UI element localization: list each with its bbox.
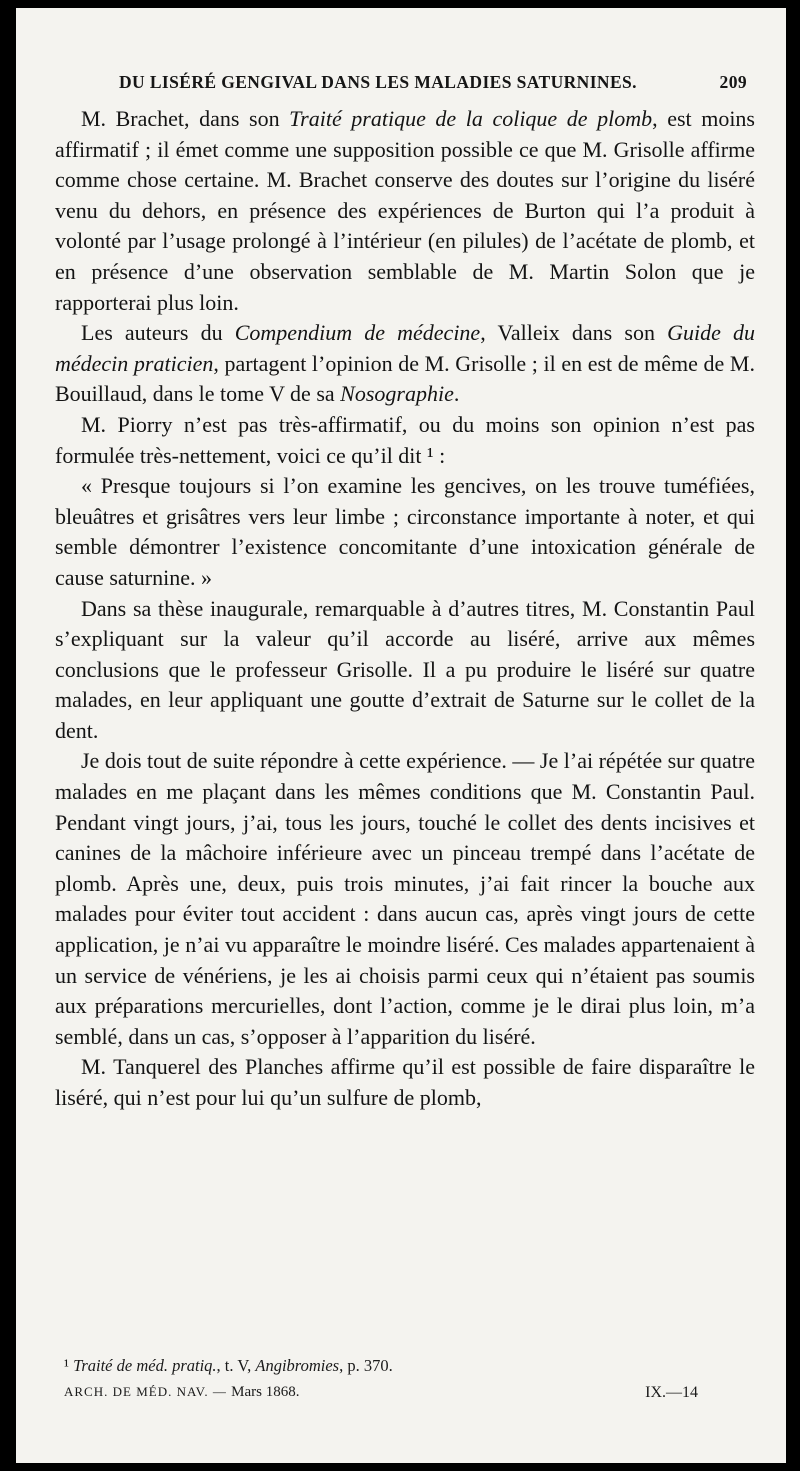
running-header: [119, 72, 747, 93]
paragraph-1: M. Brachet, dans son Traité pratique de la colique de plomb, est moins affirmatif ; il émet comme une supposition possible ce que M. Grisolle affirme comme chose certaine. M. Brachet conserve des doutes sur l’origine du liséré venu du dehors, en présence des expériences de Burton qui l’a produit à volonté par l’usage prolongé à l’intérieur (en pilules) de l’acétate de plomb, et en présence d’une observation semblable de M. Martin Solon que je rapporterai plus loin.: [55, 106, 755, 315]
body-text: [55, 104, 755, 1114]
paragraph-7: M. Tanquerel des Planches affirme qu’il est possible de faire disparaître le liséré, qui n’est pour lui qu’un sulfure de plomb,: [55, 1054, 755, 1110]
book-title: Nosographie: [340, 381, 454, 407]
book-title: Compendium de médecine: [234, 320, 481, 346]
footnote-title: Traité de méd. pratiq.: [73, 1356, 217, 1375]
issue-date: Mars 1868.: [231, 1384, 300, 1400]
signature-line: [64, 1384, 704, 1402]
paragraph-2: Les auteurs du Compendium de médecine, Valleix dans son Guide du médecin praticien, partagent l’opinion de M. Grisolle ; il en est de même de M. Bouillaud, dans le tome V de sa Nosographie.: [55, 320, 756, 407]
footnote: ¹ Traité de méd. pratiq., t. V, Angibromies, p. 370.: [64, 1356, 393, 1375]
journal-reference: ARCH. DE MÉD. NAV. — Mars 1868.: [64, 1384, 300, 1400]
paragraph-3: M. Piorry n’est pas très-affirmatif, ou du moins son opinion n’est pas formulée très-nettement, voici ce qu’il dit ¹ :: [55, 411, 755, 468]
sheet-mark: IX.—14: [645, 1384, 698, 1401]
document-page: [16, 8, 786, 1463]
book-title: Guide du médecin praticien: [55, 320, 756, 376]
footnote-marker: ¹: [64, 1356, 69, 1375]
footnote-section: Angibromies: [255, 1356, 340, 1375]
paragraph-6: Je dois tout de suite répondre à cette expérience. — Je l’ai répétée sur quatre malades en me plaçant dans les mêmes conditions que M. Constantin Paul. Pendant vingt jours, j’ai, tous les jours, touché le collet des dents incisives et canines de la mâchoire inférieure avec un pinceau trempé dans l’acétate de plomb. Après une, deux, puis trois minutes, j’ai fait rincer la bouche aux malades pour éviter tout accident : dans aucun cas, après vingt jours de cette application, je n’ai vu apparaître le moindre liséré. Ces malades appartenaient à un service de vénériens, je les ai choisis parmi ceux qui n’étaient pas soumis aux préparations mercurielles, dont l’action, comme je le dirai plus loin, m’a semblé, dans un cas, s’opposer à l’apparition du liséré.: [55, 748, 755, 1049]
book-title: Traité pratique de la colique de plomb: [289, 106, 653, 131]
page-number: 209: [719, 72, 747, 92]
running-title: DU LISÉRÉ GENGIVAL DANS LES MALADIES SATURNINES.: [119, 72, 637, 92]
paragraph-4-quote: « Presque toujours si l’on examine les gencives, on les trouve tuméfiées, bleuâtres et grisâtres vers leur limbe ; circonstance importante à noter, et qui semble démontrer l’existence concomitante d’une intoxication générale de cause saturnine. »: [55, 473, 755, 590]
paragraph-5: Dans sa thèse inaugurale, remarquable à d’autres titres, M. Constantin Paul s’expliquant sur la valeur qu’il accorde au liséré, arrive aux mêmes conclusions que le professeur Grisolle. Il a pu produire le liséré sur quatre malades, en leur appliquant une goutte d’extrait de Saturne sur le collet de la dent.: [55, 595, 755, 743]
